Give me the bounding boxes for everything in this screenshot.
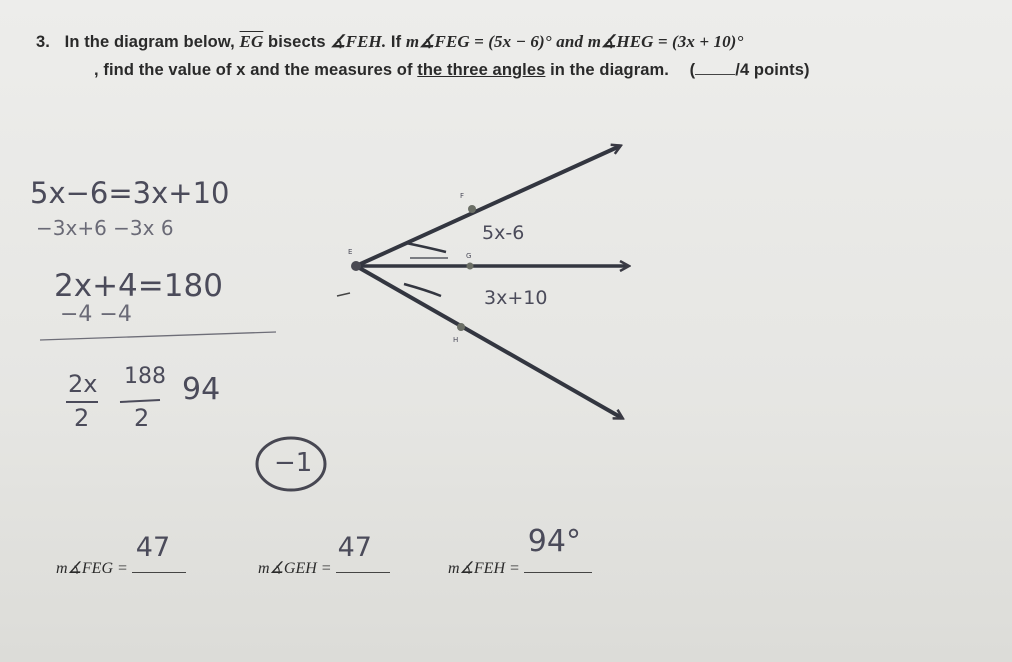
- work-underline: [40, 332, 276, 340]
- answer-feg-label: m∡FEG =: [56, 560, 128, 577]
- work-fraction-den-left: 2: [74, 404, 90, 432]
- angle-label-lower: 3x+10: [484, 287, 548, 309]
- angle-feh-ref: ∡FEH.: [330, 32, 387, 51]
- expression-heg: m∡HEG = (3x + 10)°: [587, 32, 744, 51]
- question-text-b: bisects: [268, 33, 326, 51]
- work-line-4: −4 −4: [60, 302, 132, 327]
- answer-geh-blank[interactable]: [336, 532, 390, 573]
- stray-mark: [337, 293, 350, 296]
- answer-feg-value: 47: [135, 532, 171, 563]
- answer-feg: [56, 532, 186, 578]
- point-h: [457, 323, 465, 331]
- question-number: 3.: [36, 33, 50, 51]
- angle-mark-upper: [406, 243, 446, 252]
- points-open: (: [689, 61, 696, 79]
- point-label-g: G: [466, 252, 472, 260]
- question-text-and: and: [556, 32, 584, 51]
- ray-eg: $\overline{EG}$: [239, 32, 264, 51]
- work-result: 94: [182, 372, 221, 407]
- work-fraction-num-left: 2x: [68, 370, 98, 398]
- point-g: [467, 263, 474, 270]
- ray-ef: [356, 146, 620, 266]
- point-label-h: H: [453, 336, 459, 344]
- question-underlined: the three angles: [417, 61, 546, 79]
- point-label-e: E: [348, 248, 353, 256]
- answer-geh-value: 47: [337, 532, 372, 563]
- answer-geh-label: m∡GEH =: [258, 560, 332, 577]
- question-text-e: in the diagram.: [550, 61, 669, 79]
- answer-feh: [448, 524, 592, 578]
- point-label-f: F: [460, 192, 465, 200]
- expression-feg: m∡FEG = (5x − 6)°: [405, 32, 552, 51]
- angle-mark-lower: [404, 284, 441, 296]
- angle-label-upper: 5x-6: [482, 222, 525, 244]
- question-text-c: If: [390, 33, 402, 51]
- work-line-3: 2x+4=180: [54, 268, 223, 304]
- work-fraction-den-right: 2: [134, 404, 150, 432]
- score-mark: −1: [274, 448, 313, 478]
- point-f: [468, 205, 476, 213]
- answer-feg-blank[interactable]: [132, 532, 186, 573]
- points-text: /4 points): [735, 61, 810, 79]
- question-text-a: In the diagram below,: [64, 33, 235, 51]
- work-fraction-right: [120, 400, 160, 402]
- work-line-1: 5x−6=3x+10: [30, 176, 230, 210]
- answer-geh: [258, 532, 390, 578]
- answer-feh-value: 94°: [527, 524, 581, 559]
- answer-feh-blank[interactable]: [524, 524, 592, 573]
- answer-feh-label: m∡FEH =: [448, 560, 520, 577]
- work-fraction-num-right: 188: [124, 364, 166, 389]
- point-e: [351, 261, 361, 271]
- work-line-2: −3x+6 −3x 6: [36, 216, 174, 240]
- question-text-d: , find the value of x and the measures of: [94, 61, 413, 79]
